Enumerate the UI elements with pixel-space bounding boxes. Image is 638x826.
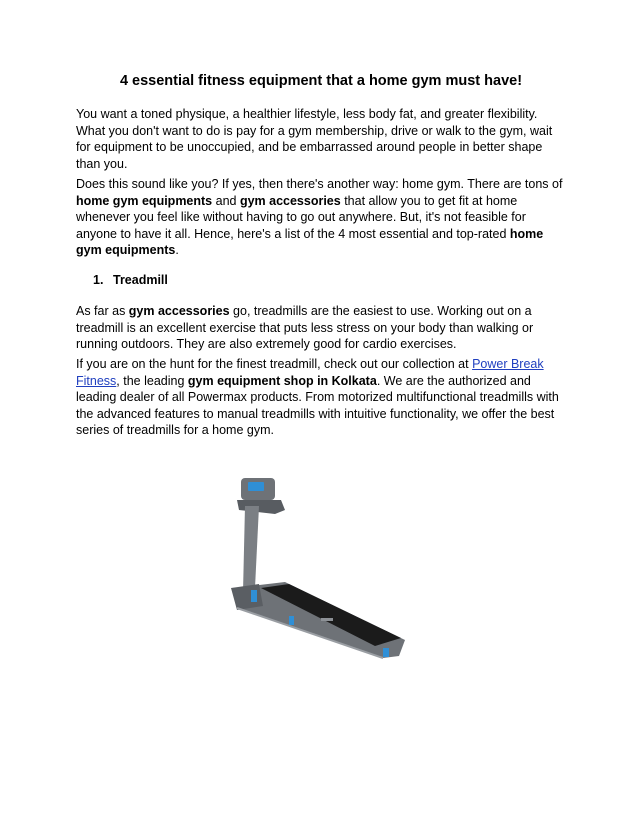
document-title: 4 essential fitness equipment that a home gym must have! <box>119 73 523 89</box>
treadmill-paragraph <box>76 303 566 353</box>
treadmill-image <box>215 470 425 670</box>
text-segment: . We are the authorized and leading dealer of all Powermax products. From motorized multifunctional treadmills with the advanced features to manual treadmills with intuitive functionality, we offer the best series of treadmills for a home gym. <box>76 373 559 438</box>
heading-label: Treadmill <box>113 273 168 287</box>
intro-paragraph: You want a toned physique, a healthier lifestyle, less body fat, and greater flexibility. What you don't want to do is pay for a gym membership, drive or walk to the gym, wait for equipment to be unoccupied, and be embarrassed around people in better shape than you. <box>76 107 553 171</box>
bold-gym-equipment-shop: gym equipment shop in Kolkata <box>187 373 377 388</box>
text-segment: , the leading <box>116 373 188 388</box>
text-segment: If you are on the hunt for the finest treadmill, check out our collection at <box>76 357 473 371</box>
list-number: 1. <box>93 273 104 287</box>
accent-icon <box>383 648 389 657</box>
accent-icon <box>289 616 294 625</box>
bold-gym-accessories: gym accessories <box>239 193 341 208</box>
text-segment: and <box>212 193 240 208</box>
home-gym-paragraph <box>76 176 566 259</box>
motor-hood-icon <box>231 584 263 610</box>
text-segment: go, treadmills are the easiest to use. Working out on a treadmill is an excellent exercise that puts less stress on your body than walking or running outdoors. They are also extremely good for cardio exercises. <box>76 304 534 352</box>
shop-paragraph <box>76 356 566 439</box>
logo-icon <box>321 618 333 621</box>
accent-icon <box>251 590 257 602</box>
power-break-fitness-link[interactable]: Power Break Fitness <box>76 357 544 388</box>
bold-home-gym-equipments-2: home gym equipments <box>76 226 544 258</box>
bold-home-gym-equipments: home gym equipments <box>76 193 213 208</box>
text-segment: that allow you to get fit at home whenever you feel like without having to go out anywhere. But, it's not feasible for anyone to have it all. Hence, here's a list of the 4 most essential and top-rated <box>76 193 526 241</box>
text-segment: . <box>175 243 179 258</box>
section-heading-treadmill <box>93 272 168 288</box>
display-icon <box>248 482 264 491</box>
upright-post-icon <box>243 506 259 592</box>
text-segment: As far as <box>76 304 129 318</box>
treadmill-illustration <box>215 470 425 670</box>
bold-gym-accessories: gym accessories <box>128 304 230 318</box>
text-segment: Does this sound like you? If yes, then there's another way: home gym. There are tons of <box>76 177 563 191</box>
handlebar-icon <box>237 500 285 514</box>
